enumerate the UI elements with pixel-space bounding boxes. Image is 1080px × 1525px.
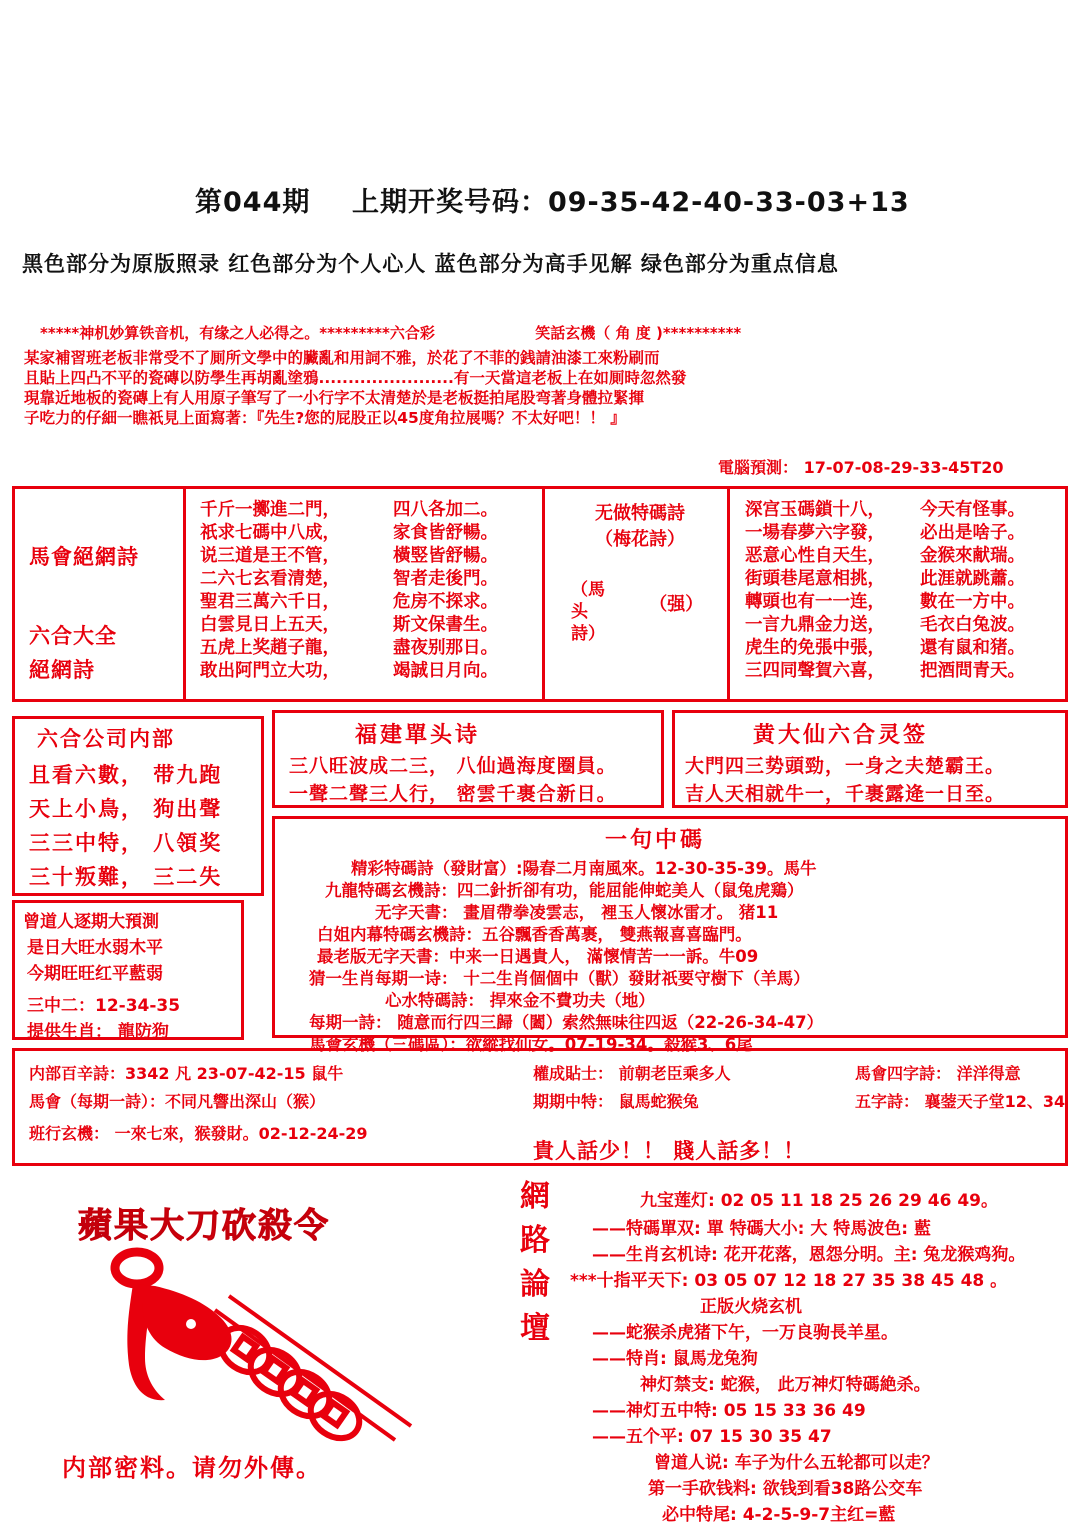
vertical-poem-label2: （强）: [649, 594, 704, 615]
last-draw-numbers: 09-35-42-40-33-03+13: [547, 187, 910, 218]
info-slogan: 貴人話少！！ 賤人話多！！: [533, 1139, 806, 1163]
poem-line: 金猴來献瑞。: [920, 546, 1025, 566]
poem-line: 白雲見日上五天，: [200, 615, 340, 635]
poem-line: 危房不探求。: [393, 592, 498, 612]
joke-title: [40, 322, 1040, 343]
bottom-info-box: [12, 1048, 1068, 1166]
poem-line: 智者走後門。: [393, 569, 498, 589]
info-mid-line: 期期中特： 鼠馬蛇猴兔: [533, 1092, 699, 1111]
forum-banner-c4: 壇: [520, 1311, 550, 1346]
right-line: ***十指平天下: 03 05 07 12 18 27 35 38 45 48 。: [570, 1271, 1008, 1291]
knife-coins-graphic: [95, 1240, 435, 1450]
right-line: ——蛇猴杀虎猪下午，一万良驹長羊星。: [592, 1323, 898, 1343]
issue-number: 第044期: [195, 187, 311, 218]
right-line: 九宝莲灯: 02 05 11 18 25 26 29 46 49。: [640, 1191, 998, 1211]
brand-title: 蘋果大刀砍殺令: [78, 1206, 330, 1246]
table1-col2: [200, 499, 340, 683]
right-line: ——生肖玄机诗: 花开花落，恩怨分明。主: 兔龙猴鸡狗。: [592, 1245, 1026, 1265]
poem-line: 深宫玉碼鎖十八，: [745, 500, 885, 520]
fujian-poem-box: [272, 710, 664, 808]
hit-line: 猜一生肖每期一诗： 十二生肖個個中（獸）發財祇要守樹下（羊馬）: [309, 969, 810, 988]
zengdaoren-title: 曾道人逐期大預測: [23, 912, 159, 932]
one-sentence-title: 一句中碼: [605, 828, 706, 853]
hit-line: 九龍特碼玄機詩：四二針折卻有功，能屈能伸蛇美人（鼠兔虎鶏）: [325, 881, 804, 900]
forum-banner: [512, 1175, 558, 1351]
poem-line: 二六七玄看清楚，: [200, 569, 340, 589]
poem-line: 一場春夢六字發，: [745, 523, 885, 543]
joke-body: [24, 348, 1064, 428]
company-inside-title: 六合公司内部: [37, 727, 175, 751]
poem-line: 還有鼠和猪。: [920, 638, 1025, 658]
joke-title-left: *****神机妙算铁音机，有缘之人必得之。*********六合彩: [40, 324, 435, 342]
poem-line: 五虎上奖趙子龍，: [200, 638, 340, 658]
info-right-line: 馬會四字詩： 洋洋得意: [855, 1064, 1021, 1083]
right-line: 神灯禁支: 蛇猴， 此万神灯特碼絶杀。: [640, 1375, 931, 1395]
forum-banner-c2: 路: [520, 1223, 550, 1258]
zengdaoren-line: 是日大旺水弱木平: [27, 938, 163, 958]
poem-line: 街頭巷尾意相挑，: [745, 569, 885, 589]
info-left-line: 内部百辛詩：3342 凡 23-07-42-15 鼠牛: [29, 1064, 344, 1083]
huangdaxian-line: 大門四三势頭勁，一身之夫楚霸王。: [685, 755, 1006, 777]
poem-line: 數在一方中。: [920, 592, 1025, 612]
hit-line: 最老版无字天書：中来一日遇貴人， 滿懷情苦一一訴。牛09: [317, 947, 759, 966]
right-line: 必中特尾: 4-2-5-9-7主红=藍: [662, 1505, 896, 1525]
hit-line: 精彩特碼詩（發財富）:陽春二月南風來。12-30-35-39。馬牛: [351, 859, 817, 878]
huangdaxian-line: 吉人天相就牛一，千裹露逄一日至。: [685, 783, 1006, 805]
hit-line: 每期一詩： 随意而行四三歸（闔）索然無味往四返（22-26-34-47）: [309, 1013, 824, 1032]
color-legend: 黑色部分为原版照录 红色部分为个人心人 蓝色部分为高手见解 绿色部分为重点信息: [22, 252, 839, 276]
forum-banner-c3: 論: [520, 1267, 550, 1302]
hit-line: 心水特碼詩： 捍來金不費功夫（地）: [385, 991, 655, 1010]
last-draw-label: 上期开奖号码：: [351, 187, 548, 218]
poem-line: 此涯就跳蕭。: [920, 569, 1025, 589]
col4-subtitle: （梅花詩）: [595, 529, 685, 550]
forum-banner-c1: 網: [520, 1179, 550, 1214]
poem-line: 橫竪皆舒暢。: [393, 546, 498, 566]
hit-line: 白姐内幕特碼玄機詩：五谷飄香香萬裹， 雙燕報喜喜臨門。: [317, 925, 752, 944]
brand-subtitle: 内部密料。请勿外傳。: [62, 1454, 322, 1482]
poem-line: 今天有怪事。: [920, 500, 1025, 520]
poem-line: 必出是啥子。: [920, 523, 1025, 543]
poem-line: 竭誠日月向。: [393, 661, 498, 681]
fujian-line: 三八旺波成二三， 八仙過海度圈員。: [289, 755, 617, 777]
huangdaxian-box: [672, 710, 1068, 808]
poem-line: 祇求七碼中八成，: [200, 523, 340, 543]
table1-col5: [745, 499, 885, 683]
poem-line: 斯文保書生。: [393, 615, 498, 635]
zengdaoren-line: 提供生肖： 龍防狗: [27, 1022, 169, 1042]
zengdaoren-box: [12, 900, 244, 1040]
poem-line: 四八各加二。: [393, 500, 498, 520]
table1-title-b-line2: 絕網詩: [29, 658, 95, 682]
main-poem-table: [12, 486, 1068, 702]
table1-title-a: 馬會絕網詩: [29, 545, 139, 569]
right-line: 正版火烧玄机: [700, 1297, 802, 1317]
right-line: ——特碼單双: 單 特碼大小: 大 特馬波色: 藍: [592, 1219, 931, 1239]
company-line: 天上小鳥， 狗出聲: [29, 797, 223, 821]
poem-line: 毛衣白兔波。: [920, 615, 1025, 635]
table1-col4-vertical: [571, 579, 721, 646]
col4-title: 无做特碼詩: [595, 503, 685, 524]
poem-line: 敢出阿門立大功，: [200, 661, 340, 681]
poem-line: 说三道是王不管，: [200, 546, 340, 566]
joke-line: 子吃力的仔細一瞧祇見上面寫著：『先生?您的屁股正以45度角拉展嗎？不太好吧！！ 』: [24, 409, 626, 427]
table1-title-b-line1: 六合大全: [29, 624, 117, 648]
poem-line: 聖君三萬六千日，: [200, 592, 340, 612]
poem-line: 把酒問青天。: [920, 661, 1025, 681]
table1-col4-title: [560, 501, 720, 553]
table1-title-b: [29, 619, 117, 687]
info-left-line: 班行玄機： 一來七來，猴發財。02-12-24-29: [29, 1124, 368, 1143]
poem-line: 盡夜别那日。: [393, 638, 498, 658]
poem-line: 一言九鼎金力送，: [745, 615, 885, 635]
computer-forecast: 電腦預測： 17-07-08-29-33-45T20: [718, 458, 1004, 477]
one-sentence-hit-box: [272, 816, 1068, 1054]
table1-col6: [920, 499, 1025, 683]
zengdaoren-line: 今期旺旺红平藍弱: [27, 964, 163, 984]
info-right-line: 五字詩： 襄蓥天子堂12、34: [855, 1092, 1066, 1111]
fujian-title: 福建單头诗: [355, 723, 481, 748]
zengdaoren-line: 三中二：12-34-35: [27, 996, 181, 1016]
company-line: 三三中特， 八領奖: [29, 831, 223, 855]
info-mid-line: 權成貼士： 前朝老臣乘多人: [533, 1064, 731, 1083]
vertical-poem-label: （馬 头 詩）: [571, 580, 605, 644]
company-line: 三十叛難， 三二失: [29, 865, 223, 889]
table1-col3: [393, 499, 498, 683]
hit-line: 无字天書： 畫眉帶拳凌雲志， 裡玉人懷冰雷才。 猪11: [375, 903, 779, 922]
poem-line: 虎生的免張中張，: [745, 638, 885, 658]
right-line: ——五个平: 07 15 30 35 47: [592, 1427, 832, 1447]
hit-line: 馬會玄機（三碼區）：欲縱找仙女。07-19-34。殺猴3、6尾: [309, 1035, 753, 1054]
poem-line: 家食皆舒暢。: [393, 523, 498, 543]
page-header: [195, 180, 910, 219]
right-line: 第一手砍钱料: 欲钱到看38路公交车: [648, 1479, 923, 1499]
joke-line: 某家補習班老板非常受不了厠所文學中的臟亂和用詞不雅，於花了不菲的銭請油漆工來粉刷而: [24, 349, 660, 367]
poem-line: 恶意心性自天生，: [745, 546, 885, 566]
joke-title-right: 笑話玄機（ 角 度 )**********: [535, 324, 742, 342]
right-line: ——特肖: 鼠馬龙兔狗: [592, 1349, 758, 1369]
poem-line: 轉頭也有一一连，: [745, 592, 885, 612]
huangdaxian-title: 黄大仙六合灵签: [753, 723, 929, 748]
right-line: 曾道人说: 车子为什么五轮都可以走？: [654, 1453, 939, 1473]
company-line: 且看六數， 带九跑: [29, 763, 223, 787]
poem-line: 三四同聲賀六喜，: [745, 661, 885, 681]
joke-line: 現靠近地板的瓷磚上有人用原子筆写了一小行字不太清楚於是老板挺拍尾股弯著身體拉緊揮: [24, 389, 645, 407]
joke-line: 且貼上四凸不平的瓷磚以防學生再胡亂塗鴉.......................有一天當這老板上在如厠時忽然發: [24, 369, 687, 387]
fujian-line: 一聲二聲三人行， 密雲千裹合新日。: [289, 783, 617, 805]
poem-line: 千斤一擲進二門，: [200, 500, 340, 520]
right-line: ——神灯五中特: 05 15 33 36 49: [592, 1401, 866, 1421]
info-left-line: 馬會（每期一詩）：不同凡響出深山（猴）: [29, 1092, 326, 1111]
company-inside-box: [12, 716, 264, 896]
